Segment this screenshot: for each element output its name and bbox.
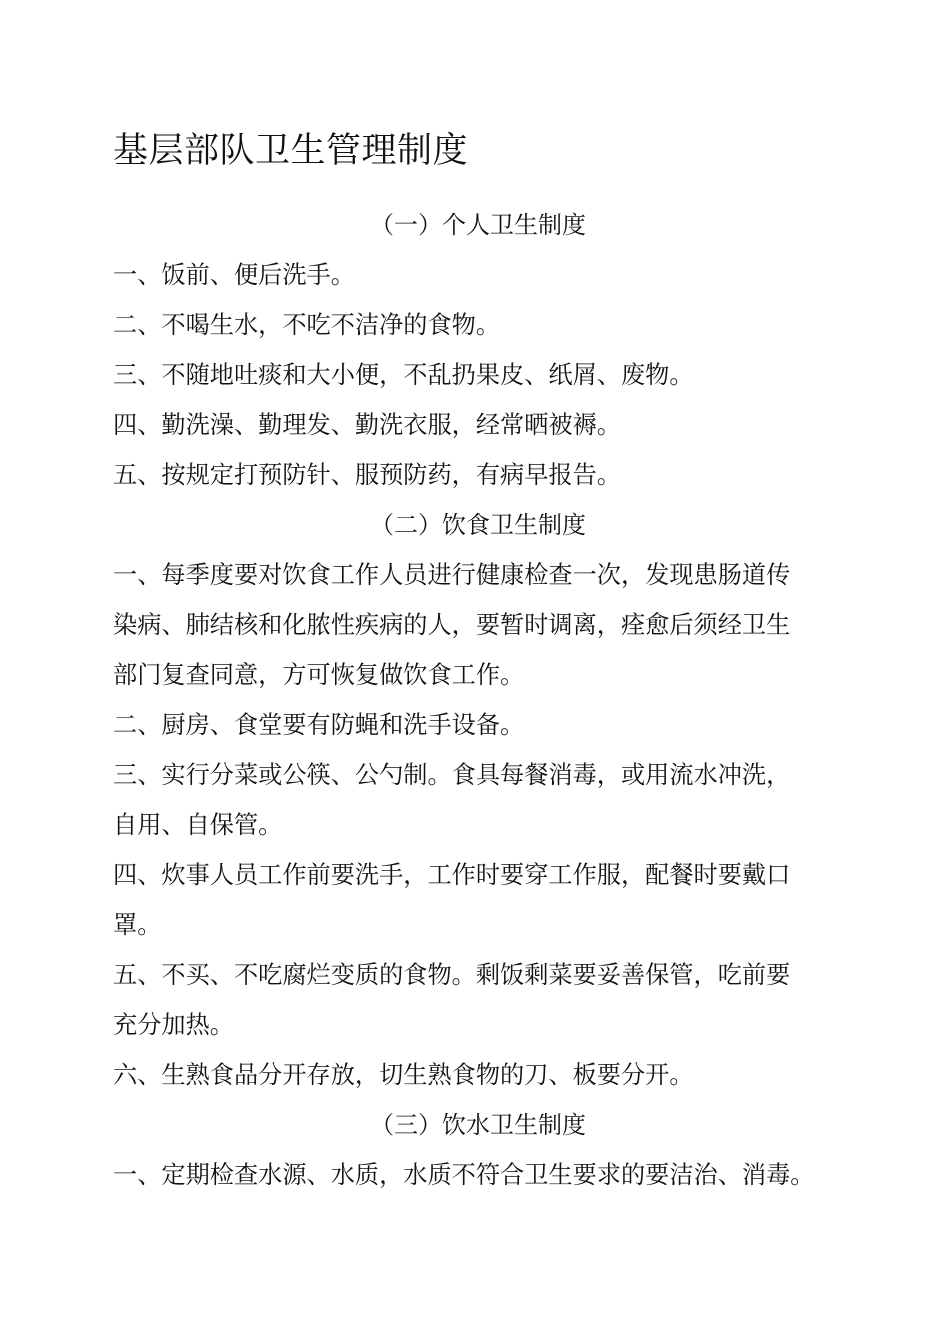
rule-item-line: 染病、肺结核和化脓性疾病的人，要暂时调离，痊愈后须经卫生 <box>113 611 791 639</box>
rule-item-line: 一、每季度要对饮食工作人员进行健康检查一次，发现患肠道传 <box>113 561 791 589</box>
rule-item-line: 三、实行分菜或公筷、公勺制。食具每餐消毒，或用流水冲洗， <box>113 761 791 789</box>
rule-item-line: 自用、自保管。 <box>113 811 283 839</box>
rule-item: 一、饭前、便后洗手。 <box>113 261 355 289</box>
rule-item-line: 四、炊事人员工作前要洗手，工作时要穿工作服，配餐时要戴口 <box>113 861 791 889</box>
rule-item <box>113 550 843 700</box>
rule-item <box>113 850 843 950</box>
rule-item: 一、定期检查水源、水质，水质不符合卫生要求的要洁治、消毒。 <box>113 1161 815 1189</box>
rule-item-line: 罩。 <box>113 911 162 939</box>
rule-item-line: 部门复查同意，方可恢复做饮食工作。 <box>113 661 525 689</box>
rule-item: 六、生熟食品分开存放，切生熟食物的刀、板要分开。 <box>113 1061 694 1089</box>
rule-item-line: 充分加热。 <box>113 1011 234 1039</box>
rule-item: 四、勤洗澡、勤理发、勤洗衣服，经常晒被褥。 <box>113 411 621 439</box>
rule-item <box>113 950 843 1050</box>
section-heading-water-hygiene: （三）饮水卫生制度 <box>370 1111 586 1139</box>
document-title: 基层部队卫生管理制度 <box>113 131 469 171</box>
section-heading-personal-hygiene: （一）个人卫生制度 <box>370 211 586 239</box>
rule-item: 五、按规定打预防针、服预防药，有病早报告。 <box>113 461 621 489</box>
rule-item-line: 五、不买、不吃腐烂变质的食物。剩饭剩菜要妥善保管，吃前要 <box>113 961 791 989</box>
section-heading-food-hygiene: （二）饮食卫生制度 <box>370 511 586 539</box>
document-body <box>113 200 843 1200</box>
rule-item: 三、不随地吐痰和大小便，不乱扔果皮、纸屑、废物。 <box>113 361 694 389</box>
rule-item: 二、不喝生水，不吃不洁净的食物。 <box>113 311 501 339</box>
rule-item: 二、厨房、食堂要有防蝇和洗手设备。 <box>113 711 525 739</box>
rule-item <box>113 750 843 850</box>
